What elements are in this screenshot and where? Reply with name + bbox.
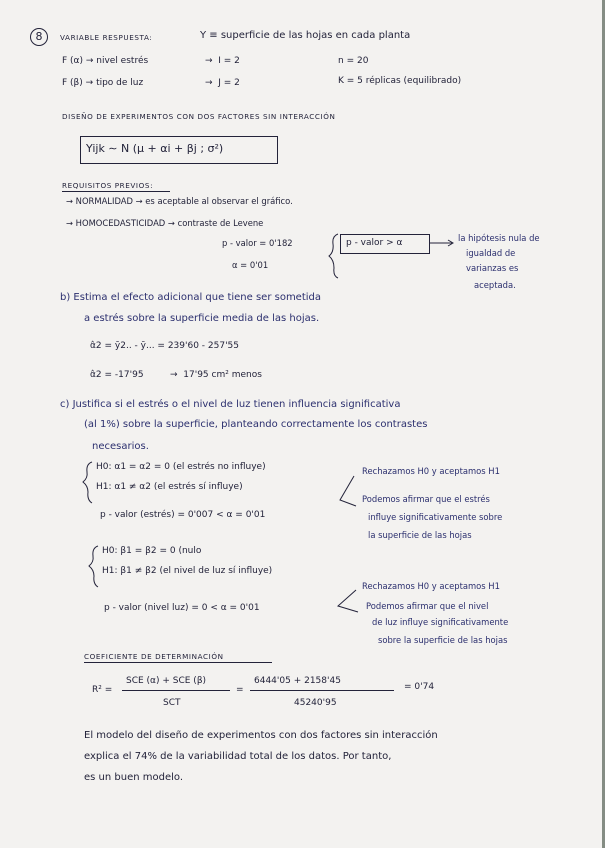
- r2-title: COEFICIENTE DE DETERMINACIÓN: [84, 652, 224, 661]
- normalidad-line: → NORMALIDAD → es aceptable al observar el gráfico.: [66, 196, 293, 206]
- factor-alpha: F (α) → nivel estrés: [62, 56, 149, 66]
- light-conclusion-3: de luz influye significativamente: [372, 617, 509, 627]
- response-variable-text: Y ≡ superficie de las hojas en cada planta: [200, 30, 411, 41]
- stress-angle-arrow: [340, 476, 356, 506]
- h0-light: H0: β1 = β2 = 0 (nulo: [102, 546, 202, 556]
- r2-result: = 0'74: [404, 682, 435, 692]
- alpha2-interpretation: → 17'95 cm² menos: [170, 370, 262, 380]
- alpha2-interpretation-text: 17'95 cm² menos: [183, 370, 262, 380]
- comparison-text: p - valor > α: [346, 238, 403, 248]
- stress-conclusion-3: influye significativamente sobre: [368, 512, 503, 522]
- r2-numerator-values: 6444'05 + 2158'45: [254, 676, 341, 686]
- h0-stress: H0: α1 = α2 = 0 (el estrés no influye): [96, 462, 266, 472]
- r2-lhs: R² =: [92, 685, 113, 695]
- stress-conclusion-2: Podemos afirmar que el estrés: [362, 494, 490, 504]
- requisitos-title: REQUISITOS PREVIOS:: [62, 181, 154, 190]
- factor-alpha-arrow-levels: → I = 2: [205, 56, 240, 66]
- conclusion-line-3: es un buen modelo.: [84, 772, 184, 783]
- part-c-line-3: necesarios.: [92, 441, 149, 452]
- part-c-line-1: c) Justifica si el estrés o el nivel de luz tienen influencia significativa: [60, 399, 401, 410]
- factor-beta: F (β) → tipo de luz: [62, 78, 144, 88]
- factor-alpha-levels: I = 2: [218, 56, 240, 66]
- part-c-line-2: (al 1%) sobre la superficie, planteando correctamente los contrastes: [84, 419, 428, 430]
- r2-numerator: SCE (α) + SCE (β): [126, 676, 207, 686]
- pvalue-stress: p - valor (estrés) = 0'007 < α = 0'01: [100, 510, 266, 520]
- stress-conclusion-1: Rechazamos H0 y aceptamos H1: [362, 466, 500, 476]
- stress-conclusion-4: la superficie de las hojas: [368, 530, 472, 540]
- design-title: DISEÑO DE EXPERIMENTOS CON DOS FACTORES SIN INTERACCIÓN: [62, 112, 336, 121]
- pvalue-light: p - valor (nivel luz) = 0 < α = 0'01: [104, 603, 260, 613]
- homocedasticidad-line: → HOMOCEDASTICIDAD → contraste de Levene: [66, 218, 264, 228]
- levene-conclusion-3: varianzas es: [466, 263, 519, 273]
- levene-alpha: α = 0'01: [232, 260, 269, 270]
- response-variable-label: VARIABLE RESPUESTA:: [60, 33, 153, 42]
- part-b-line-1: b) Estima el efecto adicional que tiene ser sometida: [60, 292, 322, 303]
- model-formula: Yijk ∼ N (μ + αi + βj ; σ²): [86, 142, 224, 155]
- levene-conclusion-4: aceptada.: [474, 280, 516, 290]
- levene-pvalue: p - valor = 0'182: [222, 238, 293, 248]
- h1-light: H1: β1 ≠ β2 (el nivel de luz sí influye): [102, 566, 273, 576]
- levene-conclusion-2: igualdad de: [466, 248, 516, 258]
- factor-beta-arrow-levels: → J = 2: [205, 78, 240, 88]
- h1-stress: H1: α1 ≠ α2 (el estrés sí influye): [96, 482, 243, 492]
- stress-brace: [83, 462, 92, 503]
- conclusion-line-2: explica el 74% de la variabilidad total de los datos. Por tanto,: [84, 751, 392, 762]
- r2-equals: =: [236, 685, 244, 695]
- conclusion-line-1: El modelo del diseño de experimentos con dos factores sin interacción: [84, 730, 438, 741]
- r2-denominator-values: 45240'95: [294, 698, 337, 708]
- part-b-line-2: a estrés sobre la superficie media de las hojas.: [84, 313, 320, 324]
- light-brace: [89, 546, 98, 587]
- alpha2-formula: α̂2 = ȳ2.. - ȳ... = 239'60 - 257'55: [90, 341, 240, 351]
- alpha2-result: α̂2 = -17'95: [90, 370, 144, 380]
- light-angle-arrow: [338, 590, 358, 612]
- exercise-number: 8: [30, 28, 48, 46]
- light-conclusion-2: Podemos afirmar que el nivel: [366, 601, 489, 611]
- light-conclusion-4: sobre la superficie de las hojas: [378, 635, 508, 645]
- light-conclusion-1: Rechazamos H0 y aceptamos H1: [362, 581, 500, 591]
- levene-conclusion-1: la hipótesis nula de: [458, 233, 540, 243]
- r2-denominator: SCT: [163, 698, 181, 708]
- replicates: K = 5 réplicas (equilibrado): [338, 76, 462, 86]
- levene-brace: [329, 234, 338, 278]
- sample-size: n = 20: [338, 56, 369, 66]
- factor-beta-levels: J = 2: [218, 78, 240, 88]
